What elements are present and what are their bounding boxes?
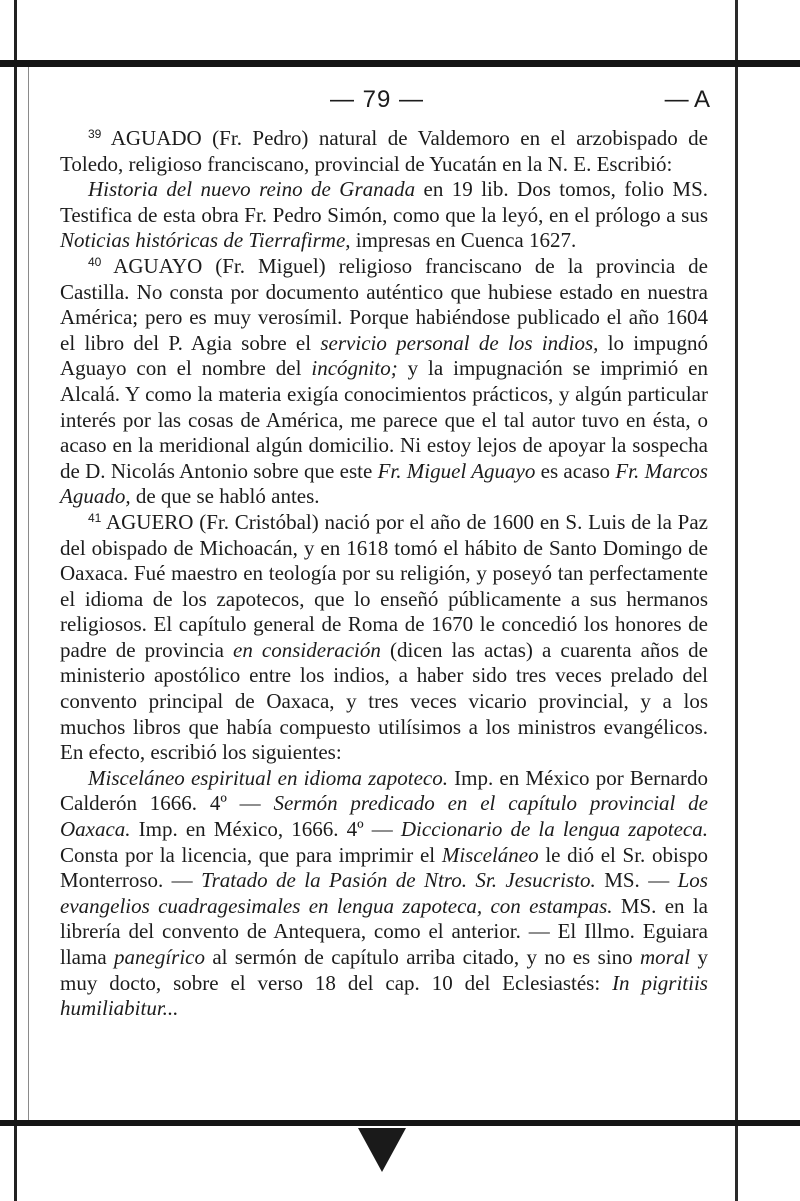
bottom-rule	[0, 1120, 800, 1126]
gutter-line	[28, 67, 29, 1120]
entry-text: de que se habló antes.	[130, 484, 320, 509]
section-letter: — A	[664, 86, 710, 113]
top-rule	[0, 60, 800, 67]
entry-heading: AGUADO (Fr. Pedro) natural de Valdemoro en el arzobispado de Toledo, religioso franciscano, provincial de Yucatán en la N. E. Escribió:	[60, 126, 709, 176]
work-title: servicio personal de los indios,	[320, 330, 599, 355]
entry-text: es acaso	[535, 458, 616, 483]
person-name: Fr. Marcos Aguado,	[60, 458, 708, 509]
entry-text: y la impugnación se imprimió en Alcalá. Y como la materia exigía conocimientos prácticos, y algún particular interés por las cosas de América, me parece que el tal autor tuvo en ésta, o acaso en la meridional algún domicilio. Ni estoy lejos de apoyar la sospecha de D. Nicolás Antonio sobre que este	[60, 356, 708, 483]
entry-text: impresas en Cuenca 1627.	[350, 228, 577, 253]
triangle-marker-icon	[358, 1128, 406, 1172]
work-title: Noticias históricas de Tierrafirme,	[60, 228, 351, 253]
entry-text: en 19 lib. Dos tomos, folio MS. Testifica de esta obra Fr. Pedro Simón, como que la leyó, en el prólogo a sus	[60, 177, 708, 227]
entry-aguero-cristobal	[60, 510, 708, 766]
page-edge-right	[735, 0, 738, 1201]
entry-note-number: 41	[88, 510, 102, 525]
page-header	[60, 86, 710, 118]
entry-text: le dió el Sr. obispo Monterroso. —	[60, 842, 708, 893]
entry-text: al sermón de capítulo arriba citado, y no es sino	[205, 945, 640, 969]
entry-text: y muy docto, sobre el verso 18 del cap. 10 del Eclesiastés:	[60, 945, 709, 995]
entry-note-number: 40	[88, 254, 102, 269]
work-title: Misceláneo	[441, 842, 539, 867]
page-body	[60, 126, 708, 1022]
entry-text: Imp. en México, 1666. 4º —	[130, 817, 401, 842]
entry-text: Consta por la licencia, que para imprimir el	[60, 842, 442, 867]
entry-works	[60, 766, 708, 1022]
emphasis-text: en consideración	[233, 637, 381, 662]
work-title: Historia del nuevo reino de Granada	[88, 177, 416, 202]
person-name: Fr. Miguel Aguayo	[377, 458, 536, 483]
entry-aguayo-miguel	[60, 254, 708, 510]
entry-text: MS. —	[595, 868, 678, 893]
entry-text: (dicen las actas) a cuarenta años de ministerio apostólico entre los indios, a haber sido tres veces prelado del convento principal de Oaxaca, y tres veces vicario provincial, y a los muchos libros que había compuesto utilísimos a los ministros evangélicos. En efecto, escribió los siguientes:	[60, 637, 708, 765]
emphasis-text: moral	[639, 945, 691, 969]
work-title: incógnito;	[311, 356, 398, 381]
emphasis-text: panegírico	[114, 945, 205, 969]
work-title: Diccionario de la lengua zapoteca.	[400, 817, 708, 842]
entry-text: MS. en la librería del convento de Antequera, como el anterior. — El Illmo. Eguiara llama	[60, 893, 709, 969]
work-title: Tratado de la Pasión de Ntro. Sr. Jesucristo.	[201, 868, 596, 893]
work-title: Los evangelios cuadragesimales en lengua zapoteca, con estampas.	[60, 868, 708, 918]
entry-works	[60, 177, 708, 254]
entry-text: lo impugnó Aguayo con el nombre del	[60, 330, 708, 381]
entry-text: Imp. en México por Bernardo Calderón 1666. 4º —	[60, 765, 708, 816]
page-edge-left	[14, 0, 17, 1201]
work-title: Sermón predicado en el capítulo provincial de Oaxaca.	[60, 791, 708, 842]
entry-aguado-pedro	[60, 126, 708, 177]
entry-note-number: 39	[88, 127, 102, 141]
page-number: — 79 —	[330, 86, 425, 113]
quotation: In pigritiis humiliabitur...	[60, 970, 708, 1021]
entry-text: AGUAYO (Fr. Miguel) religioso franciscano de la provincia de Castilla. No consta por documento auténtico que hubiese estado en nuestra América; pero es muy verosímil. Porque habiéndose publicado el año 1604 el libro del P. Agia sobre el	[60, 253, 708, 355]
work-title: Misceláneo espiritual en idioma zapoteco.	[88, 765, 448, 790]
entry-text: AGUERO (Fr. Cristóbal) nació por el año de 1600 en S. Luis de la Paz del obispado de Michoacán, y en 1618 tomó el hábito de Santo Domingo de Oaxaca. Fué maestro en teología por su religión, y poseyó tan perfectamente el idioma de los zapotecos, que lo enseñó públicamente a sus hermanos religiosos. El capítulo general de Roma de 1670 le concedió los honores de padre de provincia	[60, 509, 709, 662]
